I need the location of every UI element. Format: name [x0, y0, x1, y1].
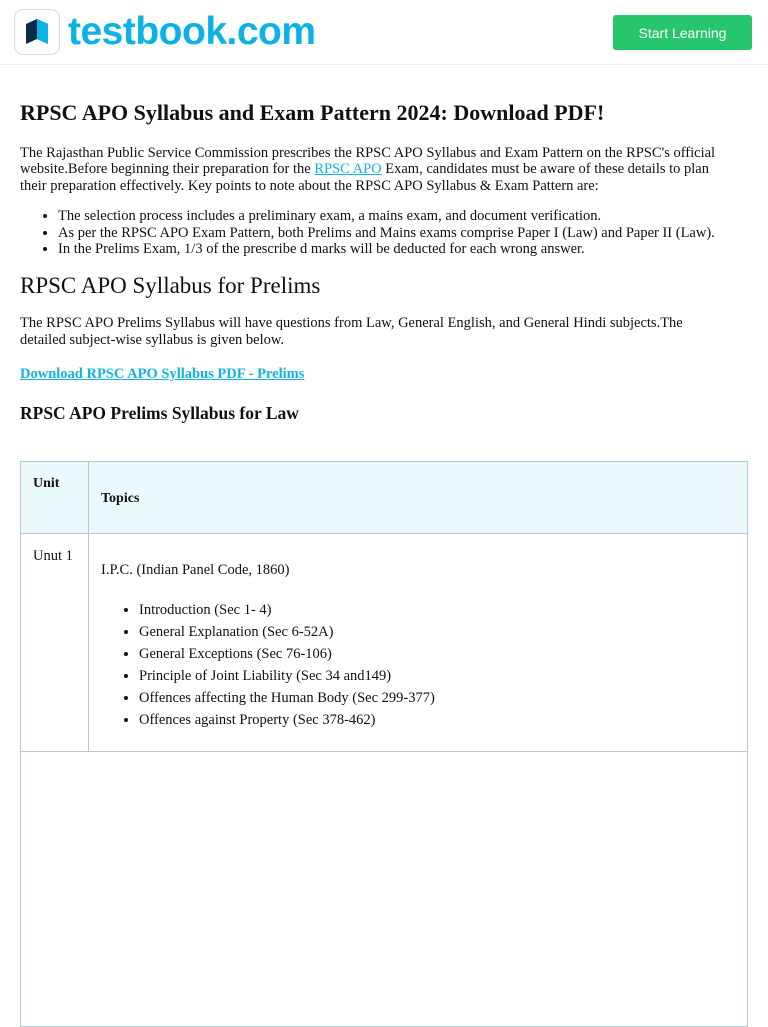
list-item: • In the Prelims Exam, 1/3 of the prescribe d marks will be deducted for each wrong answer. [58, 241, 732, 257]
site-header [0, 0, 768, 65]
unit-cell: Unut 1 [21, 534, 89, 752]
list-item: • The selection process includes a preliminary exam, a mains exam, and document verification. [58, 208, 732, 224]
testbook-logo-icon [14, 9, 60, 55]
law-syllabus-table [20, 461, 748, 1027]
article [20, 96, 732, 425]
intro-text-before: The Rajasthan Public Service Commission prescribes the RPSC APO Syllabus and Exam Pattern on the RPSC's official website.Before beginning their preparation for the [20, 145, 716, 178]
key-points-list [20, 208, 732, 257]
list-item: • General Explanation (Sec 6-52A) [139, 621, 747, 643]
column-header-topics: Topics [89, 462, 748, 534]
logo-text: testbook.com [68, 10, 316, 53]
list-item: • Offences against Property (Sec 378-462) [139, 709, 747, 731]
list-item: • General Exceptions (Sec 76-106) [139, 643, 747, 665]
topic-heading: I.P.C. (Indian Panel Code, 1860) [101, 562, 290, 578]
start-learning-button[interactable]: Start Learning [613, 15, 752, 50]
download-prelims-pdf-link[interactable]: Download RPSC APO Syllabus PDF - Prelims [20, 366, 305, 383]
list-item: • Introduction (Sec 1- 4) [139, 599, 747, 621]
intro-paragraph [20, 145, 732, 194]
prelims-heading: RPSC APO Syllabus for Prelims [20, 273, 321, 299]
page-title: RPSC APO Syllabus and Exam Pattern 2024: Download PDF! [20, 100, 605, 125]
list-item: • As per the RPSC APO Exam Pattern, both Prelims and Mains exams comprise Paper I (Law) and Paper II (Law). [58, 225, 732, 241]
prelims-paragraph: The RPSC APO Prelims Syllabus will have questions from Law, General English, and General Hindi subjects.The detailed subject-wise syllabus is given below. [20, 315, 683, 348]
site-logo[interactable] [14, 9, 316, 55]
table-row [21, 752, 748, 1027]
topic-list [101, 599, 747, 731]
topics-cell [89, 534, 748, 752]
table-header-row [21, 462, 748, 534]
law-syllabus-heading: RPSC APO Prelims Syllabus for Law [20, 402, 299, 423]
intro-text-after: Exam, candidates must be aware of these details to plan their preparation effectively. Key points to note about the RPSC APO Syllabus & Exam Pattern are: [20, 161, 709, 194]
list-item: • Principle of Joint Liability (Sec 34 and149) [139, 665, 747, 687]
rpsc-apo-link[interactable]: RPSC APO [314, 161, 382, 178]
column-header-unit: Unit [21, 462, 89, 534]
empty-table-cell [21, 752, 748, 1027]
list-item: • Offences affecting the Human Body (Sec 299-377) [139, 687, 747, 709]
table-row [21, 534, 748, 752]
